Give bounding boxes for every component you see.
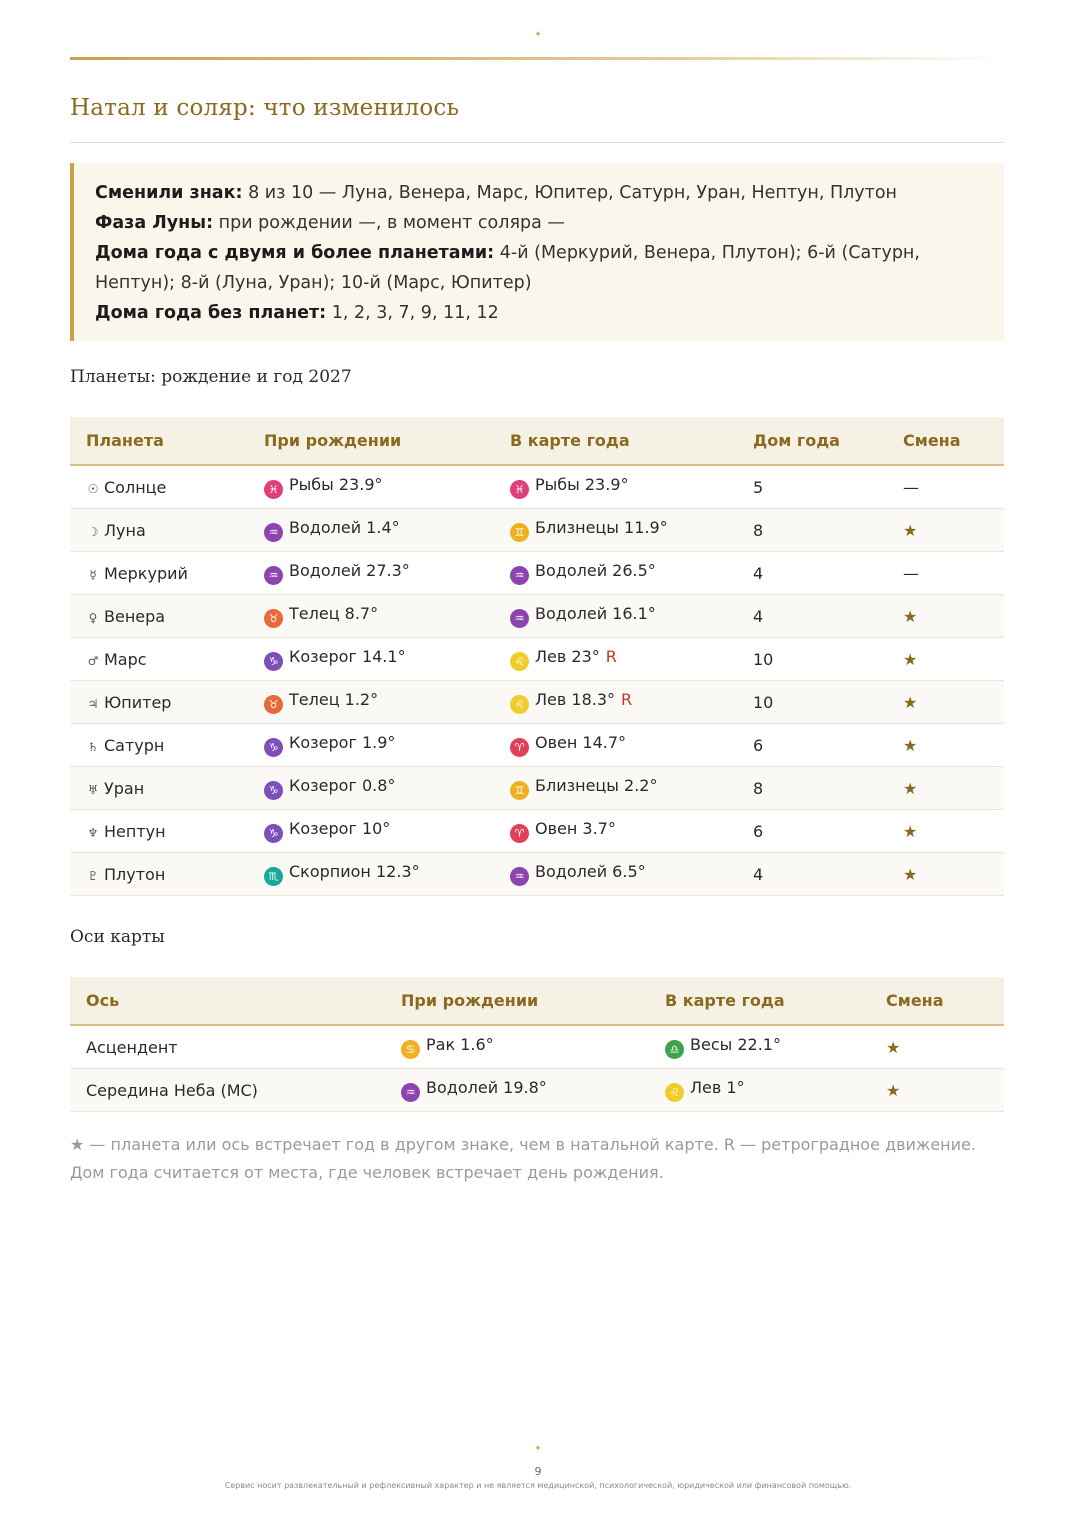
zodiac-sign-icon: ♋ <box>401 1040 420 1059</box>
table-row <box>70 724 1004 767</box>
change-cell: ★ <box>887 853 1004 896</box>
planet-glyph-icon: ☿ <box>89 567 97 582</box>
natal-position-cell <box>248 552 494 595</box>
natal-position-cell <box>248 681 494 724</box>
natal-position-cell <box>248 853 494 896</box>
zodiac-sign-icon: ♑ <box>264 781 283 800</box>
sign-position: Лев 23° <box>535 647 600 666</box>
page-number: 9 <box>534 1465 542 1478</box>
sign-position: Близнецы 2.2° <box>535 776 658 795</box>
year-position-cell <box>649 1025 870 1069</box>
house-cell: 4 <box>737 853 887 896</box>
table-row <box>70 767 1004 810</box>
disclaimer: Сервис носит развлекательный и рефлексивный характер и не является медицинской, психологической, юридической или финансовой помощью. <box>224 1481 852 1490</box>
zodiac-sign-icon: ♓ <box>510 480 529 499</box>
sign-position: Овен 3.7° <box>535 819 616 838</box>
planet-glyph-icon: ♃ <box>87 696 99 711</box>
axes-table <box>70 977 1004 1112</box>
house-cell: 4 <box>737 595 887 638</box>
planet-cell <box>70 509 248 552</box>
sign-position: Весы 22.1° <box>690 1035 781 1054</box>
house-cell: 8 <box>737 767 887 810</box>
summary-value: при рождении —, в момент соляра — <box>218 213 565 233</box>
planet-name: Сатурн <box>104 735 165 755</box>
sign-position: Рыбы 23.9° <box>289 475 383 494</box>
planet-glyph-icon: ☉ <box>87 481 99 496</box>
sign-position: Козерог 0.8° <box>289 776 396 795</box>
bottom-ornament: ✦ <box>534 1444 542 1454</box>
axes-section-title: Оси карты <box>70 927 165 947</box>
summary-line-busy-houses <box>95 238 984 298</box>
sign-position: Козерог 14.1° <box>289 647 406 666</box>
table-header-row <box>70 977 1004 1025</box>
sign-position: Козерог 1.9° <box>289 733 396 752</box>
zodiac-sign-icon: ♌ <box>665 1083 684 1102</box>
summary-value: 4-й (Меркурий, Венера, Плутон); 6-й (Сатурн, Нептун); 8-й (Луна, Уран); 10-й (Марс, Юпитер) <box>95 243 920 293</box>
table-header-row <box>70 417 1004 465</box>
sign-position: Близнецы 11.9° <box>535 518 668 537</box>
sign-position: Телец 8.7° <box>289 604 379 623</box>
summary-line-changed-sign <box>95 178 984 208</box>
natal-position-cell <box>248 810 494 853</box>
table-row <box>70 810 1004 853</box>
sign-position: Водолей 6.5° <box>535 862 646 881</box>
header-divider <box>70 57 1004 60</box>
zodiac-sign-icon: ♓ <box>264 480 283 499</box>
year-position-cell <box>494 681 737 724</box>
planet-glyph-icon: ♇ <box>87 868 99 883</box>
summary-label: Дома года с двумя и более планетами: <box>95 243 495 263</box>
column-header-house: Дом года <box>737 417 887 465</box>
house-cell: 8 <box>737 509 887 552</box>
planet-name: Луна <box>104 520 146 540</box>
year-position-cell <box>494 465 737 509</box>
zodiac-sign-icon: ♉ <box>264 609 283 628</box>
natal-position-cell <box>385 1025 649 1069</box>
summary-line-empty-houses <box>95 298 984 328</box>
year-position-cell <box>494 853 737 896</box>
table-row <box>70 853 1004 896</box>
change-cell: ★ <box>887 509 1004 552</box>
summary-box <box>70 163 1004 341</box>
sign-position: Овен 14.7° <box>535 733 627 752</box>
sign-position: Водолей 16.1° <box>535 604 656 623</box>
zodiac-sign-icon: ♒ <box>264 523 283 542</box>
planet-name: Меркурий <box>104 563 188 583</box>
planet-name: Марс <box>104 649 147 669</box>
year-position-cell <box>494 509 737 552</box>
planet-glyph-icon: ♄ <box>87 739 99 754</box>
planets-section-title: Планеты: рождение и год 2027 <box>70 367 352 387</box>
sign-position: Водолей 27.3° <box>289 561 410 580</box>
change-cell: ★ <box>887 810 1004 853</box>
planet-name: Плутон <box>104 864 166 884</box>
change-cell: — <box>887 552 1004 595</box>
planet-name: Юпитер <box>104 692 172 712</box>
column-header-planet: Планета <box>70 417 248 465</box>
change-cell: ★ <box>870 1069 1004 1112</box>
column-header-year: В карте года <box>649 977 870 1025</box>
planet-cell <box>70 724 248 767</box>
sign-position: Водолей 1.4° <box>289 518 400 537</box>
planet-cell <box>70 638 248 681</box>
retrograde-marker: R <box>605 647 617 666</box>
zodiac-sign-icon: ♉ <box>264 695 283 714</box>
planet-cell <box>70 465 248 509</box>
zodiac-sign-icon: ♒ <box>264 566 283 585</box>
house-cell: 5 <box>737 465 887 509</box>
sign-position: Лев 18.3° <box>535 690 616 709</box>
natal-position-cell <box>248 509 494 552</box>
table-row <box>70 1069 1004 1112</box>
change-cell: ★ <box>887 595 1004 638</box>
zodiac-sign-icon: ♑ <box>264 652 283 671</box>
table-row <box>70 681 1004 724</box>
change-cell: ★ <box>887 638 1004 681</box>
axis-name-cell: Асцендент <box>70 1025 385 1069</box>
table-row <box>70 595 1004 638</box>
summary-label: Дома года без планет: <box>95 303 327 323</box>
planet-glyph-icon: ♀ <box>88 610 98 625</box>
zodiac-sign-icon: ♒ <box>510 566 529 585</box>
planet-cell <box>70 552 248 595</box>
summary-label: Сменили знак: <box>95 183 243 203</box>
change-cell: — <box>887 465 1004 509</box>
planet-name: Солнце <box>104 477 167 497</box>
table-row <box>70 1025 1004 1069</box>
title-divider <box>70 142 1004 143</box>
planet-glyph-icon: ♂ <box>87 653 99 668</box>
natal-position-cell <box>248 465 494 509</box>
zodiac-sign-icon: ♎ <box>665 1040 684 1059</box>
house-cell: 4 <box>737 552 887 595</box>
house-cell: 6 <box>737 810 887 853</box>
zodiac-sign-icon: ♊ <box>510 781 529 800</box>
natal-position-cell <box>248 595 494 638</box>
column-header-natal: При рождении <box>248 417 494 465</box>
column-header-year: В карте года <box>494 417 737 465</box>
change-cell: ★ <box>887 767 1004 810</box>
natal-position-cell <box>248 638 494 681</box>
house-cell: 10 <box>737 681 887 724</box>
house-cell: 6 <box>737 724 887 767</box>
table-row <box>70 509 1004 552</box>
year-position-cell <box>494 595 737 638</box>
sign-position: Скорпион 12.3° <box>289 862 420 881</box>
year-position-cell <box>494 552 737 595</box>
footnote: ★ — планета или ось встречает год в другом знаке, чем в натальной карте. R — ретроградное движение. Дом года считается от места, где человек встречает день рождения. <box>70 1135 976 1182</box>
year-position-cell <box>494 724 737 767</box>
natal-position-cell <box>248 724 494 767</box>
column-header-natal: При рождении <box>385 977 649 1025</box>
sign-position: Водолей 26.5° <box>535 561 656 580</box>
zodiac-sign-icon: ♑ <box>264 824 283 843</box>
planets-table <box>70 417 1004 896</box>
sign-position: Водолей 19.8° <box>426 1078 547 1097</box>
sign-position: Рак 1.6° <box>426 1035 494 1054</box>
change-cell: ★ <box>887 681 1004 724</box>
zodiac-sign-icon: ♊ <box>510 523 529 542</box>
column-header-change: Смена <box>887 417 1004 465</box>
zodiac-sign-icon: ♌ <box>510 652 529 671</box>
planet-name: Уран <box>104 778 145 798</box>
zodiac-sign-icon: ♒ <box>401 1083 420 1102</box>
planet-cell <box>70 595 248 638</box>
year-position-cell <box>649 1069 870 1112</box>
natal-position-cell <box>385 1069 649 1112</box>
zodiac-sign-icon: ♈ <box>510 824 529 843</box>
planet-cell <box>70 853 248 896</box>
sign-position: Рыбы 23.9° <box>535 475 629 494</box>
planet-cell <box>70 810 248 853</box>
planet-glyph-icon: ♅ <box>87 782 99 797</box>
zodiac-sign-icon: ♈ <box>510 738 529 757</box>
zodiac-sign-icon: ♒ <box>510 609 529 628</box>
house-cell: 10 <box>737 638 887 681</box>
change-cell: ★ <box>887 724 1004 767</box>
column-header-axis: Ось <box>70 977 385 1025</box>
sign-position: Лев 1° <box>690 1078 745 1097</box>
change-cell: ★ <box>870 1025 1004 1069</box>
zodiac-sign-icon: ♏ <box>264 867 283 886</box>
year-position-cell <box>494 767 737 810</box>
summary-value: 8 из 10 — Луна, Венера, Марс, Юпитер, Сатурн, Уран, Нептун, Плутон <box>248 183 897 203</box>
planet-name: Нептун <box>104 821 166 841</box>
zodiac-sign-icon: ♑ <box>264 738 283 757</box>
top-ornament: ✦ <box>534 30 542 40</box>
planet-glyph-icon: ♆ <box>87 825 99 840</box>
planet-name: Венера <box>104 606 166 626</box>
sign-position: Телец 1.2° <box>289 690 379 709</box>
planet-cell <box>70 767 248 810</box>
retrograde-marker: R <box>621 690 633 709</box>
natal-position-cell <box>248 767 494 810</box>
table-row <box>70 465 1004 509</box>
page-title: Натал и соляр: что изменилось <box>70 95 460 121</box>
zodiac-sign-icon: ♌ <box>510 695 529 714</box>
year-position-cell <box>494 638 737 681</box>
zodiac-sign-icon: ♒ <box>510 867 529 886</box>
summary-label: Фаза Луны: <box>95 213 214 233</box>
table-row <box>70 638 1004 681</box>
summary-value: 1, 2, 3, 7, 9, 11, 12 <box>331 303 499 323</box>
year-position-cell <box>494 810 737 853</box>
axis-name-cell: Середина Неба (MC) <box>70 1069 385 1112</box>
planet-glyph-icon: ☽ <box>87 524 99 539</box>
column-header-change: Смена <box>870 977 1004 1025</box>
summary-line-moon-phase <box>95 208 984 238</box>
planet-cell <box>70 681 248 724</box>
sign-position: Козерог 10° <box>289 819 391 838</box>
table-row <box>70 552 1004 595</box>
